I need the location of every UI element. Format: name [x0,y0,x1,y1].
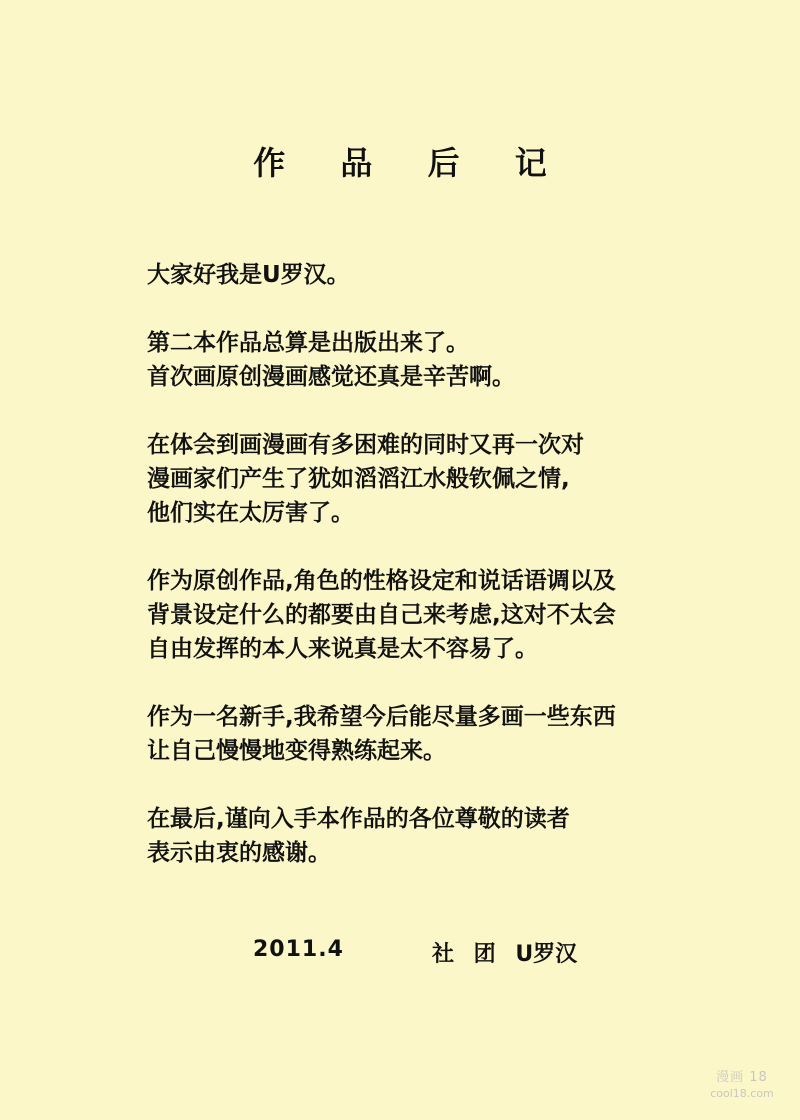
paragraph [147,428,747,530]
paragraph-line: 自由发挥的本人来说真是太不容易了。 [147,636,538,662]
paragraph-line: 大家好我是U罗汉。 [147,262,350,288]
paragraph-line: 首次画原创漫画感觉还真是辛苦啊。 [147,364,515,390]
paragraph-line: 作为一名新手,我希望今后能尽量多画一些东西 [147,704,616,730]
paragraph-line: 在体会到画漫画有多困难的同时又再一次对 [147,432,584,458]
paragraph-line: 他们实在太厉害了。 [147,500,354,526]
afterword-body [147,258,747,904]
paragraph [147,326,747,394]
paragraph [147,564,747,666]
paragraph-line: 漫画家们产生了犹如滔滔江水般钦佩之情, [147,466,570,492]
paragraph [147,802,747,870]
watermark-mark: 漫画 18 [716,1070,768,1085]
paragraph [147,700,747,768]
paragraph-line: 表示由衷的感谢。 [147,840,331,866]
footer-date: 2011.4 [253,937,344,962]
paragraph-line: 作为原创作品,角色的性格设定和说话语调以及 [147,568,616,594]
paragraph-line: 在最后,谨向入手本作品的各位尊敬的读者 [147,806,570,832]
paragraph-line: 第二本作品总算是出版出来了。 [147,330,469,356]
paragraph-line: 背景设定什么的都要由自己来考虑,这对不太会 [147,602,616,628]
paragraph [147,258,747,292]
page-title: 作 品 后 记 [253,144,569,182]
paragraph-line: 让自己慢慢地变得熟练起来。 [147,738,446,764]
watermark-url: cool18.com [710,1087,774,1100]
footer-circle-name: 社 团 U罗汉 [432,942,578,967]
site-watermark [700,1070,784,1108]
